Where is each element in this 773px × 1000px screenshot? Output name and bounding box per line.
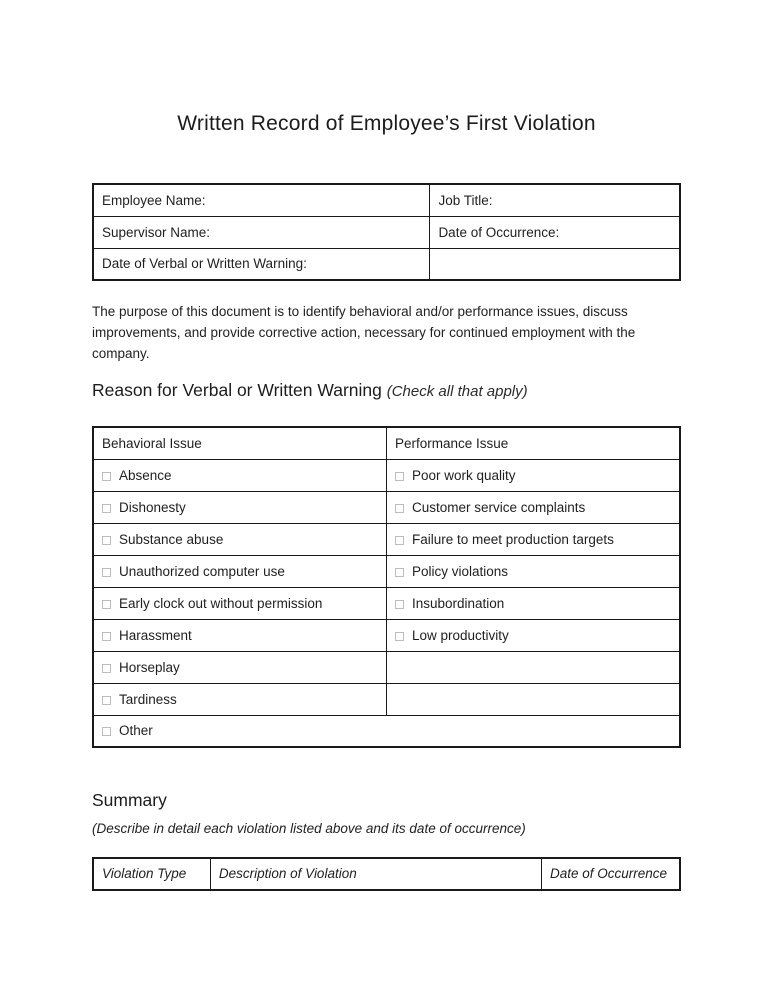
summary-table <box>92 857 681 891</box>
date-of-occurrence-field: Date of Occurrence: <box>430 216 680 248</box>
checkbox-cell-other <box>93 715 680 747</box>
checkbox-label: Policy violations <box>412 563 509 579</box>
checkbox-label: Customer service complaints <box>412 499 586 515</box>
checkbox-icon[interactable] <box>102 600 111 609</box>
checkbox-icon[interactable] <box>102 632 111 641</box>
table-row <box>93 555 680 587</box>
checkbox-icon[interactable] <box>102 568 111 577</box>
checkbox-cell-unauthorized-computer-use <box>93 555 387 587</box>
checkbox-label: Harassment <box>119 627 192 643</box>
checkbox-icon[interactable] <box>395 504 404 513</box>
checkbox-label: Horseplay <box>119 659 180 675</box>
checkbox-cell-customer-service-complaints <box>387 491 681 523</box>
table-header-row <box>93 427 680 459</box>
table-row <box>93 715 680 747</box>
checkbox-icon[interactable] <box>102 727 111 736</box>
table-header-row <box>93 858 680 890</box>
employee-name-field: Employee Name: <box>93 184 430 216</box>
checkbox-label: Dishonesty <box>119 499 186 515</box>
violation-type-header: Violation Type <box>93 858 210 890</box>
checkbox-icon[interactable] <box>395 472 404 481</box>
table-row <box>93 459 680 491</box>
checkbox-icon[interactable] <box>395 568 404 577</box>
checkbox-label: Insubordination <box>412 595 505 611</box>
supervisor-name-field: Supervisor Name: <box>93 216 430 248</box>
checkbox-label: Substance abuse <box>119 531 224 547</box>
table-row <box>93 184 680 216</box>
date-of-occurrence-header: Date of Occurrence <box>541 858 680 890</box>
checkbox-cell-early-clock-out <box>93 587 387 619</box>
table-row <box>93 248 680 280</box>
checkbox-label: Other <box>119 723 153 739</box>
employee-info-table <box>92 183 681 281</box>
checkbox-icon[interactable] <box>102 472 111 481</box>
checkbox-label: Failure to meet production targets <box>412 531 614 547</box>
performance-issue-header: Performance Issue <box>387 427 681 459</box>
table-row <box>93 491 680 523</box>
job-title-field: Job Title: <box>430 184 680 216</box>
checkbox-icon[interactable] <box>102 696 111 705</box>
checkbox-icon[interactable] <box>395 632 404 641</box>
reason-heading-note: (Check all that apply) <box>386 383 528 400</box>
table-row <box>93 619 680 651</box>
checkbox-label: Poor work quality <box>412 467 516 483</box>
page-title: Written Record of Employee’s First Violation <box>177 112 596 135</box>
behavioral-issue-header: Behavioral Issue <box>93 427 387 459</box>
checkbox-cell-dishonesty <box>93 491 387 523</box>
checkbox-label: Tardiness <box>119 691 177 707</box>
table-row <box>93 587 680 619</box>
reason-section-heading <box>92 380 681 401</box>
table-row <box>93 683 680 715</box>
checkbox-cell-low-productivity <box>387 619 681 651</box>
checkbox-icon[interactable] <box>102 536 111 545</box>
checkbox-cell-absence <box>93 459 387 491</box>
checkbox-cell-horseplay <box>93 651 387 683</box>
checkbox-icon[interactable] <box>102 504 111 513</box>
reason-heading-text: Reason for Verbal or Written Warning <box>92 380 382 400</box>
checkbox-cell-poor-work-quality <box>387 459 681 491</box>
checkbox-label: Low productivity <box>412 627 509 643</box>
empty-cell <box>430 248 680 280</box>
checkbox-icon[interactable] <box>395 536 404 545</box>
document-content <box>92 0 681 891</box>
warning-date-field: Date of Verbal or Written Warning: <box>93 248 430 280</box>
table-row <box>93 651 680 683</box>
checkbox-label: Unauthorized computer use <box>119 563 285 579</box>
checkbox-cell-harassment <box>93 619 387 651</box>
table-row <box>93 523 680 555</box>
checkbox-icon[interactable] <box>102 664 111 673</box>
checkbox-cell-insubordination <box>387 587 681 619</box>
purpose-paragraph: The purpose of this document is to identify behavioral and/or performance issues, discuss improvements, and provide corrective action, necessary for continued employment with the company. <box>92 304 636 361</box>
checkbox-label: Early clock out without permission <box>119 595 323 611</box>
table-row <box>93 216 680 248</box>
checkbox-cell-production-targets <box>387 523 681 555</box>
checkbox-icon[interactable] <box>395 600 404 609</box>
checkbox-cell-policy-violations <box>387 555 681 587</box>
violation-checkbox-table <box>92 426 681 748</box>
checkbox-cell-tardiness <box>93 683 387 715</box>
checkbox-cell-substance-abuse <box>93 523 387 555</box>
empty-cell <box>387 683 681 715</box>
summary-section-note: (Describe in detail each violation listed above and its date of occurrence) <box>92 821 526 836</box>
checkbox-label: Absence <box>119 467 172 483</box>
description-of-violation-header: Description of Violation <box>210 858 541 890</box>
summary-section-heading: Summary <box>92 790 167 810</box>
empty-cell <box>387 651 681 683</box>
